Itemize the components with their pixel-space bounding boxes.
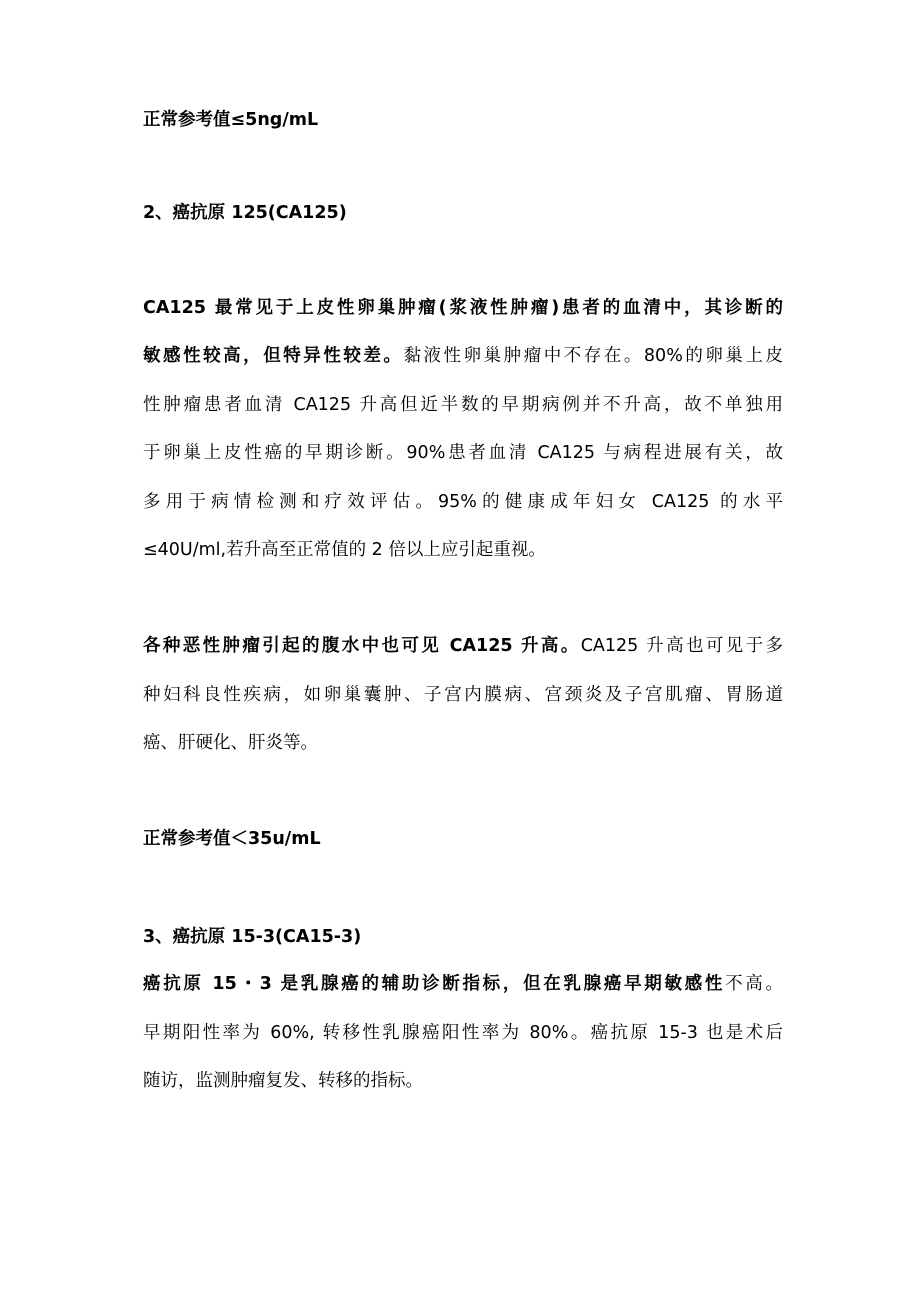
paragraph-line: 随访，监测肿瘤复发、转移的指标。 — [143, 1071, 423, 1091]
normal-text: CA125 升高也可见于多 — [580, 636, 783, 656]
paragraph-line: ≤40U/ml,若升高至正常值的 2 倍以上应引起重视。 — [143, 540, 546, 560]
paragraph-line: CA125 最常见于上皮性卵巢肿瘤(浆液性肿瘤)患者的血清中，其诊断的 — [143, 298, 783, 318]
paragraph-line: 性肿瘤患者血清 CA125 升高但近半数的早期病例并不升高，故不单独用 — [143, 395, 783, 415]
section-heading-ca125: 2、癌抗原 125(CA125) — [143, 203, 347, 223]
section-heading-ca15-3: 3、癌抗原 15-3(CA15-3) — [143, 927, 362, 947]
paragraph-line: 种妇科良性疾病，如卵巢囊肿、子宫内膜病、宫颈炎及子宫肌瘤、胃肠道 — [143, 685, 783, 705]
bold-text: 癌抗原 15・3 是乳腺癌的辅助诊断指标，但在乳腺癌早期敏感性 — [143, 974, 726, 994]
paragraph-line: 早期阳性率为 60%, 转移性乳腺癌阳性率为 80%。癌抗原 15-3 也是术后 — [143, 1023, 783, 1043]
paragraph-line — [143, 634, 783, 658]
normal-text: 不高。 — [725, 974, 783, 994]
bold-text: 敏感性较高，但特异性较差。 — [143, 346, 404, 366]
paragraph-line — [143, 344, 783, 368]
paragraph-line — [143, 972, 783, 996]
reference-value-cea: 正常参考值≤5ng/mL — [143, 110, 319, 130]
normal-text: 黏液性卵巢肿瘤中不存在。80%的卵巢上皮 — [403, 346, 783, 366]
bold-text: 各种恶性肿瘤引起的腹水中也可见 CA125 升高。 — [143, 636, 581, 656]
paragraph-line: 多用于病情检测和疗效评估。95%的健康成年妇女 CA125 的水平 — [143, 492, 783, 512]
reference-value-ca125: 正常参考值＜35u/mL — [143, 829, 321, 849]
paragraph-line: 于卵巢上皮性癌的早期诊断。90%患者血清 CA125 与病程进展有关，故 — [143, 443, 783, 463]
paragraph-line: 癌、肝硬化、肝炎等。 — [143, 733, 318, 753]
